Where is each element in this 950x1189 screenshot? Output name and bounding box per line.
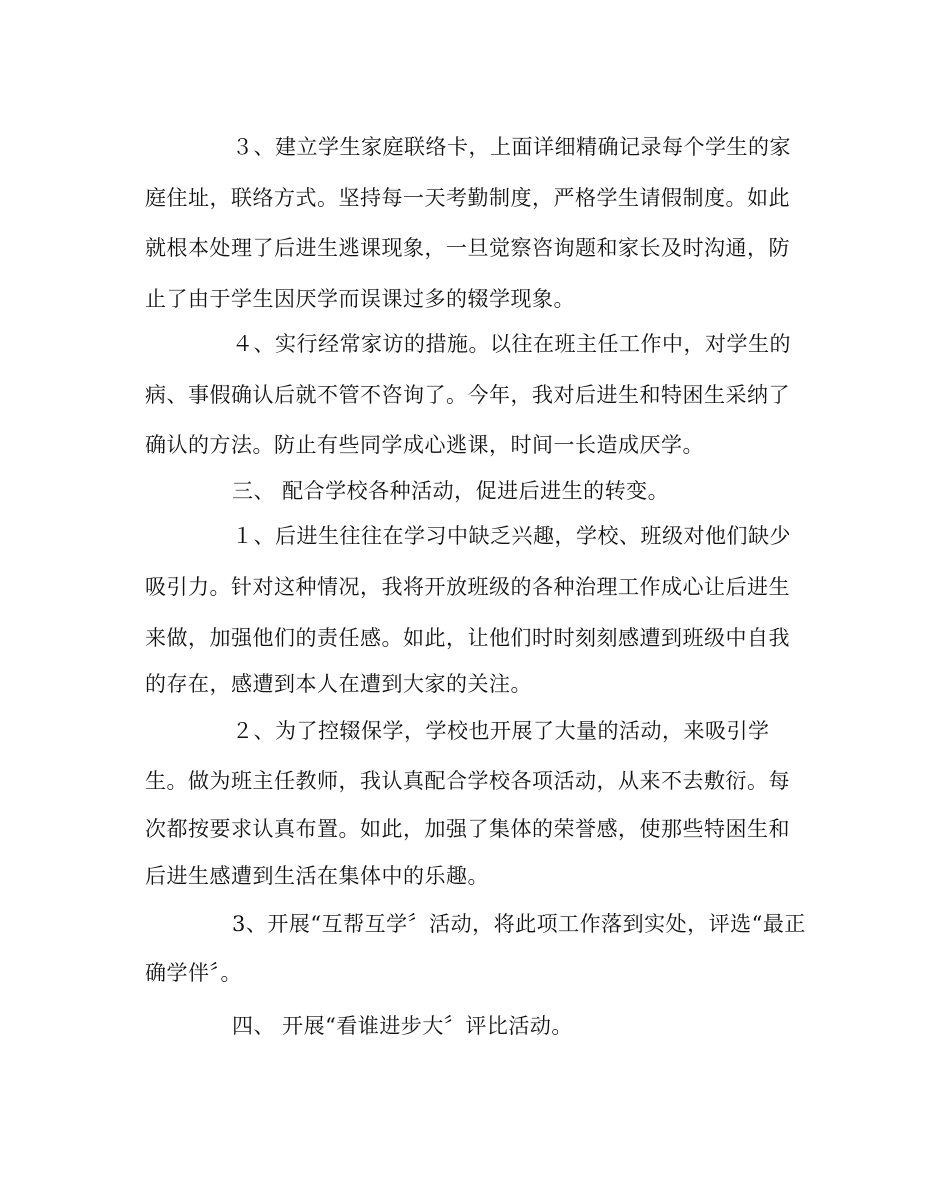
paragraph-line: 次都按要求认真布置。如此，加强了集体的荣誉感，使那些特困生和 [145,817,790,841]
section-heading: 三、 配合学校各种活动，促进后进生的转变。 [232,479,670,503]
section-heading: 四、 开展“看谁进步大〞评比活动。 [232,1014,573,1038]
paragraph-line: ３、建立学生家庭联络卡，上面详细精确记录每个学生的家 [232,135,791,159]
paragraph-line: 生。做为班主任教师，我认真配合学校各项活动，从来不去敷衍。每 [145,769,790,793]
paragraph-line: １、后进生往往在学习中缺乏兴趣，学校、班级对他们缺少 [232,524,791,548]
paragraph-line: 确认的方法。防止有些同学成心逃课，时间一长造成厌学。 [145,433,704,457]
paragraph-line: 确学伴〞。 [145,961,242,985]
paragraph-line: 来做，加强他们的责任感。如此，让他们时时刻刻感遭到班级中自我 [145,626,790,650]
paragraph-line: 3、开展“互帮互学〞活动，将此项工作落到实处，评选“最正 [232,912,806,936]
paragraph-line: ４、实行经常家访的措施。以往在班主任工作中，对学生的 [232,332,791,356]
paragraph-line: 止了由于学生因厌学而误课过多的辍学现象。 [145,287,575,311]
paragraph-line: 庭住址，联络方式。坚持每一天考勤制度，严格学生请假制度。如此 [145,186,790,210]
paragraph-line: 的存在，感遭到本人在遭到大家的关注。 [145,672,532,696]
paragraph-line: 后进生感遭到生活在集体中的乐趣。 [145,864,489,888]
paragraph-line: 就根本处理了后进生逃课现象，一旦觉察咨询题和家长及时沟通，防 [145,236,790,260]
paragraph-line: ２、为了控辍保学，学校也开展了大量的活动，来吸引学 [232,719,770,743]
paragraph-line: 病、事假确认后就不管不咨询了。今年，我对后进生和特困生采纳了 [145,383,790,407]
paragraph-line: 吸引力。针对这种情况，我将开放班级的各种治理工作成心让后进生 [145,575,790,599]
